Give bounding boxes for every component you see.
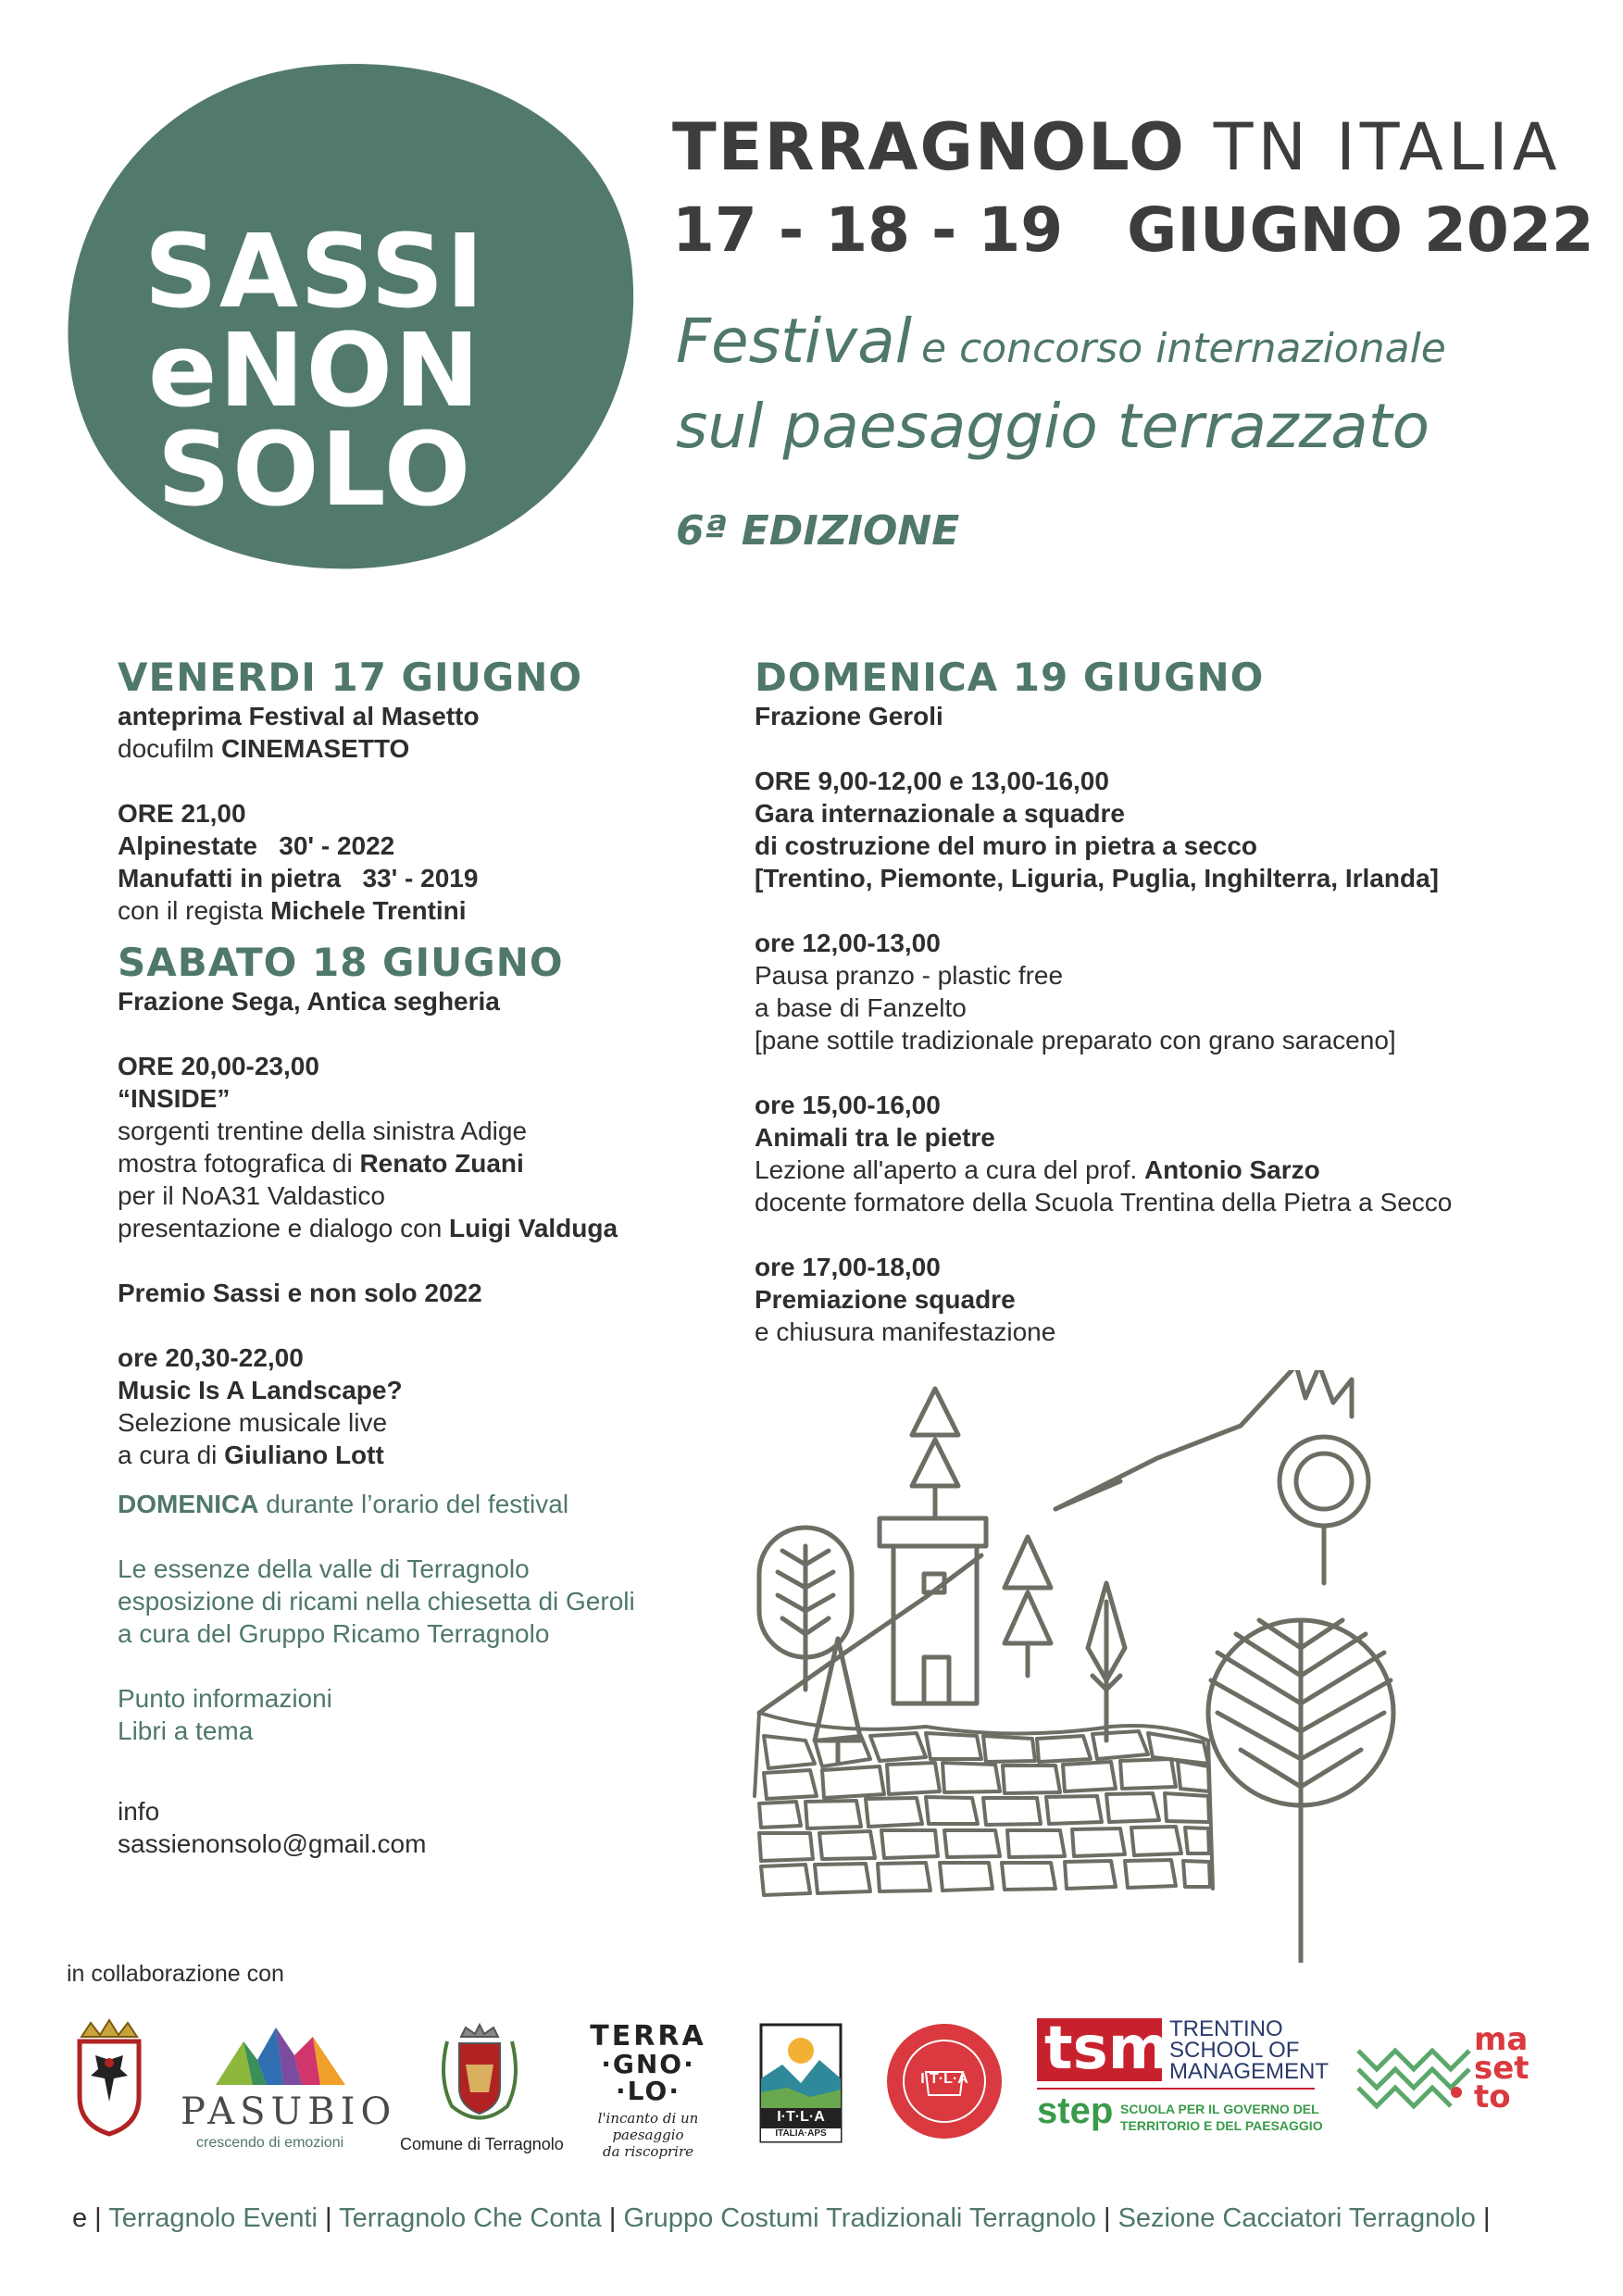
essenze-title: Le essenze della valle di Terragnolo bbox=[118, 1554, 530, 1583]
comune-crest-logo bbox=[433, 2023, 526, 2134]
landscape-illustration bbox=[741, 1370, 1574, 1963]
footer-item-4[interactable]: Sezione Cacciatori Terragnolo bbox=[1117, 2203, 1476, 2233]
itla-round-label: I·T·L·A bbox=[920, 2071, 968, 2087]
info-point: Punto informazioni bbox=[118, 1684, 332, 1713]
dj-name: Giuliano Lott bbox=[224, 1441, 384, 1469]
place-town: TERRAGNOLO bbox=[672, 109, 1186, 185]
festival-rest: e concorso internazionale bbox=[921, 325, 1446, 372]
masetto-line-1: ma bbox=[1474, 2021, 1529, 2058]
sunday-extra-day: DOMENICA bbox=[118, 1490, 259, 1518]
saturday-line-3: per il NoA31 Valdastico bbox=[118, 1181, 385, 1210]
animali-title: Animali tra le pietre bbox=[755, 1123, 995, 1152]
logo-line-3: SOLO bbox=[156, 410, 473, 529]
festival-line bbox=[676, 306, 1446, 377]
saturday-title: SABATO 18 GIUGNO bbox=[118, 940, 564, 985]
masetto-zigzag-icon bbox=[1356, 2037, 1472, 2111]
tsm-step-logo bbox=[1037, 2015, 1333, 2148]
sunday-title: DOMENICA 19 GIUGNO bbox=[755, 655, 1265, 700]
saturday-line-4a: presentazione e dialogo con bbox=[118, 1214, 450, 1242]
sunday-time-1: ORE 9,00-12,00 e 13,00-16,00 bbox=[755, 767, 1109, 795]
terragnolo-logo bbox=[569, 2020, 727, 2160]
logo-line-1: SASSI bbox=[144, 212, 486, 331]
tsm-line-1: TRENTINO bbox=[1169, 2016, 1283, 2041]
saturday-event-1: “INSIDE” bbox=[118, 1084, 231, 1113]
pasubio-logo-text: PASUBIO bbox=[181, 2090, 397, 2133]
friday-line-2 bbox=[118, 732, 766, 765]
essenze-line-1: esposizione di ricami nella chiesetta di Geroli bbox=[118, 1587, 635, 1616]
festival-subtitle: sul paesaggio terrazzato bbox=[676, 391, 1429, 462]
pausa-line-3: [pane sottile tradizionale preparato con grano saraceno] bbox=[755, 1026, 1396, 1054]
info-email[interactable]: sassienonsolo@gmail.com bbox=[118, 1829, 427, 1858]
footer-item-2[interactable]: Terragnolo Che Conta bbox=[339, 2203, 602, 2233]
program-left-column bbox=[118, 655, 766, 1860]
friday-title: VENERDI 17 GIUGNO bbox=[118, 655, 583, 700]
itla-aps-sub: ITALIA·APS bbox=[775, 2128, 827, 2139]
chiusura-line: e chiusura manifestazione bbox=[755, 1317, 1056, 1346]
professor-name: Antonio Sarzo bbox=[1143, 1155, 1320, 1184]
sunday-location: Frazione Geroli bbox=[755, 702, 943, 730]
sunday-extra-line bbox=[118, 1488, 766, 1520]
pausa-line-1: Pausa pranzo - plastic free bbox=[755, 961, 1064, 990]
step-line-1: SCUOLA PER IL GOVERNO DEL bbox=[1120, 2102, 1319, 2116]
saturday-time-2: ore 20,30-22,00 bbox=[118, 1343, 304, 1372]
footer-item-3[interactable]: Gruppo Costumi Tradizionali Terragnolo bbox=[623, 2203, 1096, 2233]
director-prefix: con il regista bbox=[118, 896, 270, 925]
itla-aps-label: I·T·L·A bbox=[777, 2109, 825, 2125]
lezione-line bbox=[755, 1154, 1606, 1186]
footer-item-1[interactable]: Terragnolo Eventi bbox=[108, 2203, 318, 2233]
logo-line-2: eNON bbox=[147, 311, 482, 430]
friday-film-1: Alpinestate 30' - 2022 bbox=[118, 831, 395, 860]
gara-line-1: Gara internazionale a squadre bbox=[755, 799, 1125, 828]
masetto-line-2: set bbox=[1474, 2050, 1529, 2087]
essenze-line-2: a cura del Gruppo Ricamo Terragnolo bbox=[118, 1619, 550, 1648]
guest-name: Luigi Valduga bbox=[449, 1214, 618, 1242]
saturday-location: Frazione Sega, Antica segheria bbox=[118, 987, 500, 1016]
collab-label: in collaborazione con bbox=[67, 1961, 284, 1987]
music-title: Music Is A Landscape? bbox=[118, 1376, 403, 1404]
pasubio-mountains-icon bbox=[211, 2018, 350, 2088]
event-place bbox=[672, 109, 1561, 185]
terra-line-3: ·LO· bbox=[616, 2076, 680, 2106]
music-line-2 bbox=[118, 1439, 766, 1471]
terra-line-1: TERRA bbox=[590, 2020, 706, 2053]
music-line-1: Selezione musicale live bbox=[118, 1408, 388, 1437]
lezione-prefix: Lezione all'aperto a cura del prof. bbox=[755, 1155, 1144, 1184]
tsm-mark: tsm bbox=[1044, 2015, 1170, 2083]
info-label: info bbox=[118, 1797, 160, 1826]
footer-prefix: e | bbox=[72, 2203, 109, 2233]
comune-label: Comune di Terragnolo bbox=[400, 2135, 564, 2153]
saturday-line-4 bbox=[118, 1212, 766, 1244]
masetto-logo-text bbox=[1474, 2021, 1529, 2115]
music-line-2a: a cura di bbox=[118, 1441, 225, 1469]
director-name: Michele Trentini bbox=[269, 896, 467, 925]
place-region: TN ITALIA bbox=[1213, 109, 1562, 185]
festival-word: Festival bbox=[676, 306, 913, 377]
friday-line-2b: CINEMASETTO bbox=[221, 734, 410, 763]
gara-line-2: di costruzione del muro in pietra a secco bbox=[755, 831, 1258, 860]
tsm-line-3: MANAGEMENT bbox=[1169, 2059, 1330, 2084]
saturday-line-2a: mostra fotografica di bbox=[118, 1149, 360, 1178]
pausa-line-2: a base di Fanzelto bbox=[755, 993, 967, 1022]
trentino-crest-logo bbox=[72, 2018, 146, 2139]
step-line-2: TERRITORIO E DEL PAESAGGIO bbox=[1120, 2118, 1323, 2133]
books: Libri a tema bbox=[118, 1716, 254, 1745]
sunday-time-4: ore 17,00-18,00 bbox=[755, 1253, 941, 1281]
pasubio-tagline: crescendo di emozioni bbox=[196, 2135, 344, 2151]
friday-director-line bbox=[118, 894, 766, 927]
saturday-time-1: ORE 20,00-23,00 bbox=[118, 1052, 319, 1080]
edition-label: 6ª EDIZIONE bbox=[676, 507, 960, 555]
masetto-line-3: to bbox=[1474, 2078, 1511, 2115]
tsm-line-2: SCHOOL OF bbox=[1169, 2038, 1300, 2063]
terra-line-2: ·GNO· bbox=[601, 2049, 695, 2079]
saturday-line-2 bbox=[118, 1147, 766, 1179]
terra-tagline-2: da riscoprire bbox=[602, 2143, 694, 2160]
sunday-extra-rest: durante l’orario del festival bbox=[258, 1490, 569, 1518]
premio-title: Premio Sassi e non solo 2022 bbox=[118, 1279, 482, 1307]
sunday-time-2: ore 12,00-13,00 bbox=[755, 929, 941, 957]
photographer-name: Renato Zuani bbox=[359, 1149, 524, 1178]
friday-line-1: anteprima Festival al Masetto bbox=[118, 702, 480, 730]
program-right-column bbox=[755, 655, 1606, 1348]
sunday-time-3: ore 15,00-16,00 bbox=[755, 1091, 941, 1119]
saturday-line-1: sorgenti trentine della sinistra Adige bbox=[118, 1117, 528, 1145]
gara-line-3: [Trentino, Piemonte, Liguria, Puglia, Inghilterra, Irlanda] bbox=[755, 864, 1439, 892]
footer-partners: e | Terragnolo Eventi | Terragnolo Che Conta | Gruppo Costumi Tradizionali Terragnolo | Sezione Cacciatori Terragnolo | bbox=[72, 2203, 1491, 2233]
terra-tagline-1: l'incanto di un paesaggio bbox=[597, 2110, 699, 2143]
step-mark: step bbox=[1037, 2090, 1114, 2131]
friday-line-2a: docufilm bbox=[118, 734, 222, 763]
premiazione-title: Premiazione squadre bbox=[755, 1285, 1016, 1314]
tsm-divider bbox=[1037, 2088, 1315, 2090]
event-dates: 17 - 18 - 19 GIUGNO 2022 bbox=[672, 194, 1594, 266]
docente-line: docente formatore della Scuola Trentina della Pietra a Secco bbox=[755, 1188, 1453, 1217]
friday-film-2: Manufatti in pietra 33' - 2019 bbox=[118, 864, 479, 892]
friday-time: ORE 21,00 bbox=[118, 799, 246, 828]
